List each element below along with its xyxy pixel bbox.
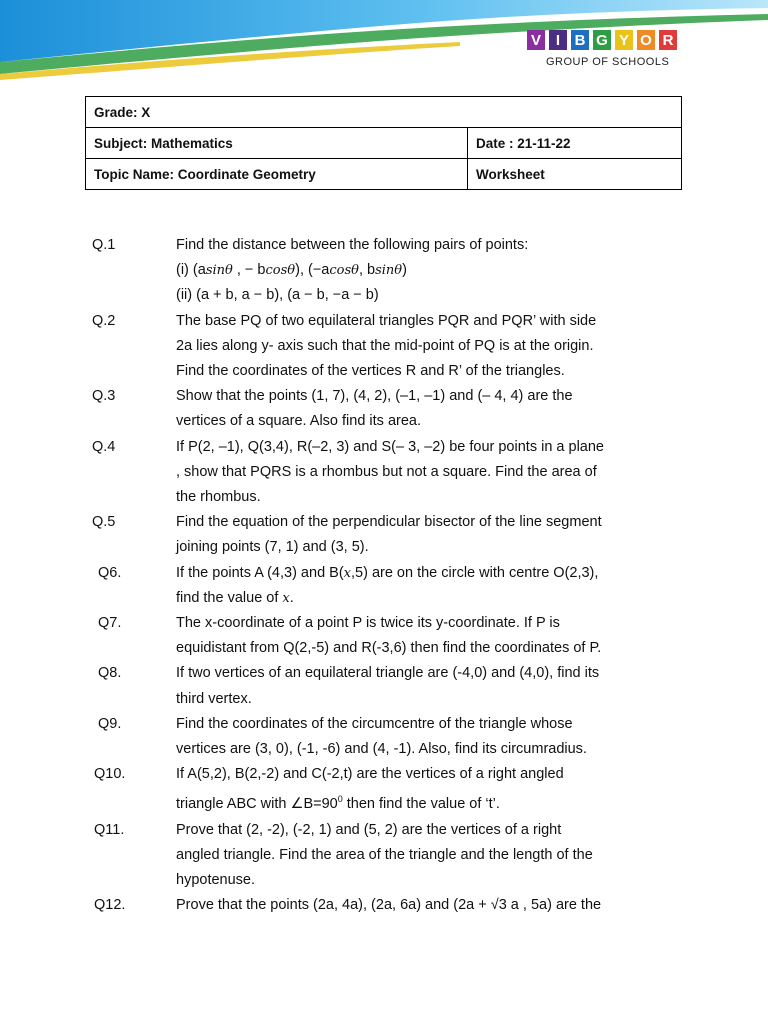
question-line: triangle ABC with $\angle B=90^0$ then find the value of ‘t’.	[176, 794, 500, 813]
question-line: angled triangle. Find the area of the triangle and the length of the	[176, 846, 593, 863]
question-text	[176, 611, 646, 661]
question-number: Q6.	[98, 564, 122, 581]
question-line: Find the distance between the following pairs of points:	[176, 237, 529, 253]
question-line: 2a lies along y- axis such that the mid-point of PQ is at the origin.	[176, 337, 594, 354]
question-line: (i) (asinθ , − bcosθ), (−acosθ, bsinθ)	[176, 262, 407, 279]
worksheet-type-cell: Worksheet	[468, 159, 682, 190]
question-line: Prove that the points (2a, 4a), (2a, 6a) and (2a + √3 a , 5a) are the	[176, 897, 602, 914]
logo-letter: B	[571, 30, 589, 50]
topic-cell: Topic Name: Coordinate Geometry	[86, 159, 468, 190]
question-line: Find the equation of the perpendicular bisector of the line segment	[176, 514, 602, 531]
question-text	[176, 510, 646, 560]
question-line: equidistant from Q(2,-5) and R(-3,6) then find the coordinates of P.	[176, 640, 602, 657]
logo-letter: I	[549, 30, 567, 50]
question-line: The base PQ of two equilateral triangles PQR and PQR’ with side	[176, 312, 597, 329]
question-text	[176, 893, 646, 918]
question-text	[176, 309, 646, 385]
logo-letter: V	[527, 30, 545, 50]
question-item	[0, 712, 768, 762]
question-number: Q.4	[92, 438, 116, 455]
question-item	[0, 233, 768, 309]
logo-letters	[527, 30, 695, 50]
question-list	[0, 233, 768, 918]
question-text	[176, 818, 646, 894]
question-line: Show that the points (1, 7), (4, 2), (–1, –1) and (– 4, 4) are the	[176, 388, 573, 405]
question-item	[0, 435, 768, 511]
question-text	[176, 233, 646, 309]
question-line: the rhombus.	[176, 489, 261, 506]
date-cell: Date : 21-11-22	[468, 128, 682, 159]
logo-letter: Y	[615, 30, 633, 50]
question-item	[0, 661, 768, 711]
question-number: Q10.	[94, 766, 126, 783]
question-number: Q.1	[92, 237, 116, 253]
question-line: third vertex.	[176, 690, 252, 707]
logo-letter: R	[659, 30, 677, 50]
question-line: The x-coordinate of a point P is twice its y-coordinate. If P is	[176, 615, 560, 632]
grade-cell: Grade: X	[86, 97, 682, 128]
logo-letter: G	[593, 30, 611, 50]
question-text	[176, 384, 646, 434]
question-line: (ii) (a + b, a − b), (a − b, −a − b)	[176, 287, 379, 304]
question-item	[0, 762, 768, 817]
question-number: Q.5	[92, 514, 116, 531]
question-line: , show that PQRS is a rhombus but not a square. Find the area of	[176, 463, 597, 480]
question-line: joining points (7, 1) and (3, 5).	[176, 539, 369, 556]
question-text	[176, 561, 646, 611]
logo-letter: O	[637, 30, 655, 50]
question-text	[176, 435, 646, 511]
question-line: vertices of a square. Also find its area.	[176, 413, 422, 430]
question-line: If the points A (4,3) and B(x,5) are on the circle with centre O(2,3),	[176, 564, 599, 581]
question-item	[0, 818, 768, 894]
worksheet-header-table	[85, 96, 682, 190]
question-item	[0, 510, 768, 560]
question-line: If A(5,2), B(2,-2) and C(-2,t) are the vertices of a right angled	[176, 766, 564, 783]
logo-subtitle: GROUP OF SCHOOLS	[546, 56, 670, 68]
question-item	[0, 611, 768, 661]
question-line: Find the coordinates of the vertices R and R’ of the triangles.	[176, 363, 565, 380]
question-line: Prove that (2, -2), (-2, 1) and (5, 2) are the vertices of a right	[176, 821, 562, 838]
question-text	[176, 712, 646, 762]
question-number: Q8.	[98, 665, 122, 682]
question-number: Q12.	[94, 897, 126, 914]
subject-cell: Subject: Mathematics	[86, 128, 468, 159]
question-number: Q.3	[92, 388, 116, 405]
vibgyor-logo	[527, 30, 695, 68]
question-line: find the value of x.	[176, 589, 294, 606]
question-line: If two vertices of an equilateral triangle are (-4,0) and (4,0), find its	[176, 665, 600, 682]
question-item	[0, 561, 768, 611]
question-text	[176, 762, 646, 817]
question-item	[0, 893, 768, 918]
question-item	[0, 309, 768, 385]
question-number: Q.2	[92, 312, 116, 329]
question-line: If P(2, –1), Q(3,4), R(–2, 3) and S(– 3, –2) be four points in a plane	[176, 438, 604, 455]
question-text	[176, 661, 646, 711]
question-number: Q9.	[98, 715, 122, 732]
question-line: vertices are (3, 0), (-1, -6) and (4, -1). Also, find its circumradius.	[176, 741, 587, 758]
question-line: hypotenuse.	[176, 871, 256, 888]
question-line: Find the coordinates of the circumcentre of the triangle whose	[176, 715, 573, 732]
question-number: Q11.	[94, 821, 125, 838]
question-item	[0, 384, 768, 434]
question-number: Q7.	[98, 615, 122, 632]
